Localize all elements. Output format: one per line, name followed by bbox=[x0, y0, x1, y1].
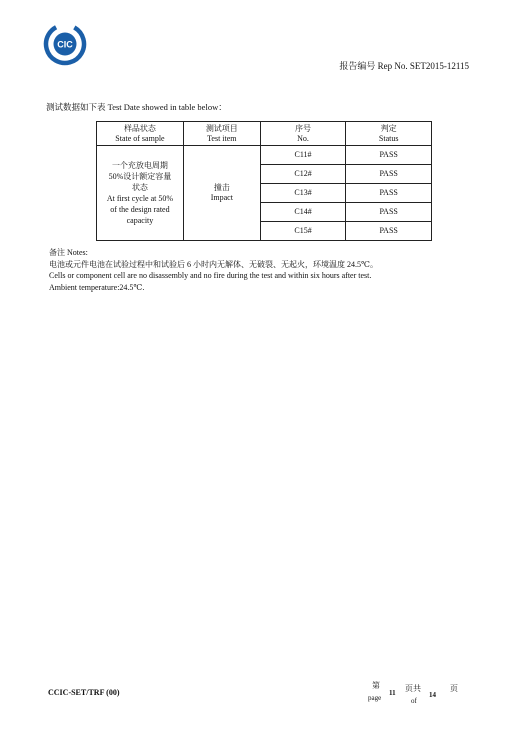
table-intro: 测试数据如下表 Test Date showed in table below： bbox=[46, 102, 227, 112]
sample-id: C13# bbox=[260, 184, 346, 203]
sample-id: C15# bbox=[260, 222, 346, 241]
report-number: 报告编号 Rep No. SET2015-12115 bbox=[339, 61, 469, 71]
page-ye-label: 页 bbox=[450, 684, 458, 693]
notes-title: 备注 Notes: bbox=[49, 248, 88, 257]
notes-chinese-line: 电池或元件电池在试验过程中和试验后 6 小时内无解体、无破裂、无起火，环境温度 24.5℃。 bbox=[49, 259, 378, 269]
notes-english-line: Cells or component cell are no disassembly and no fire during the test and within six hours after test. bbox=[49, 271, 372, 280]
page-number: 11 bbox=[389, 689, 396, 697]
of-label: of bbox=[411, 697, 417, 705]
sample-state-cell: 一个充放电周期 50%设计额定容量 状态 At first cycle at 50% of the design rated capacity bbox=[97, 146, 184, 241]
cic-logo bbox=[43, 22, 87, 66]
table-row bbox=[97, 146, 432, 165]
page-label: page bbox=[368, 694, 382, 702]
test-results-table bbox=[96, 121, 432, 241]
status-value: PASS bbox=[346, 146, 432, 165]
status-value: PASS bbox=[346, 203, 432, 222]
header-test-item: 测试项目 Test item bbox=[183, 122, 260, 146]
status-value: PASS bbox=[346, 222, 432, 241]
sample-id: C14# bbox=[260, 203, 346, 222]
sample-id: C12# bbox=[260, 165, 346, 184]
header-status: 判定 Status bbox=[346, 122, 432, 146]
sample-id: C11# bbox=[260, 146, 346, 165]
test-item-cell: 撞击 Impact bbox=[183, 146, 260, 241]
status-value: PASS bbox=[346, 184, 432, 203]
header-state-of-sample: 样品状态 State of sample bbox=[97, 122, 184, 146]
notes-section bbox=[49, 247, 378, 293]
table-header-row bbox=[97, 122, 432, 146]
status-value: PASS bbox=[346, 165, 432, 184]
page-indicator bbox=[365, 680, 475, 710]
total-pages: 14 bbox=[429, 691, 436, 699]
notes-ambient-temperature: Ambient temperature:24.5℃. bbox=[49, 282, 145, 292]
header-number: 序号 No. bbox=[260, 122, 346, 146]
form-code: CCIC-SET/TRF (00) bbox=[48, 688, 120, 697]
page-di-label: 第 bbox=[372, 681, 380, 690]
page-yegong-label: 页共 bbox=[405, 684, 421, 693]
logo-text: CIC bbox=[57, 39, 73, 50]
